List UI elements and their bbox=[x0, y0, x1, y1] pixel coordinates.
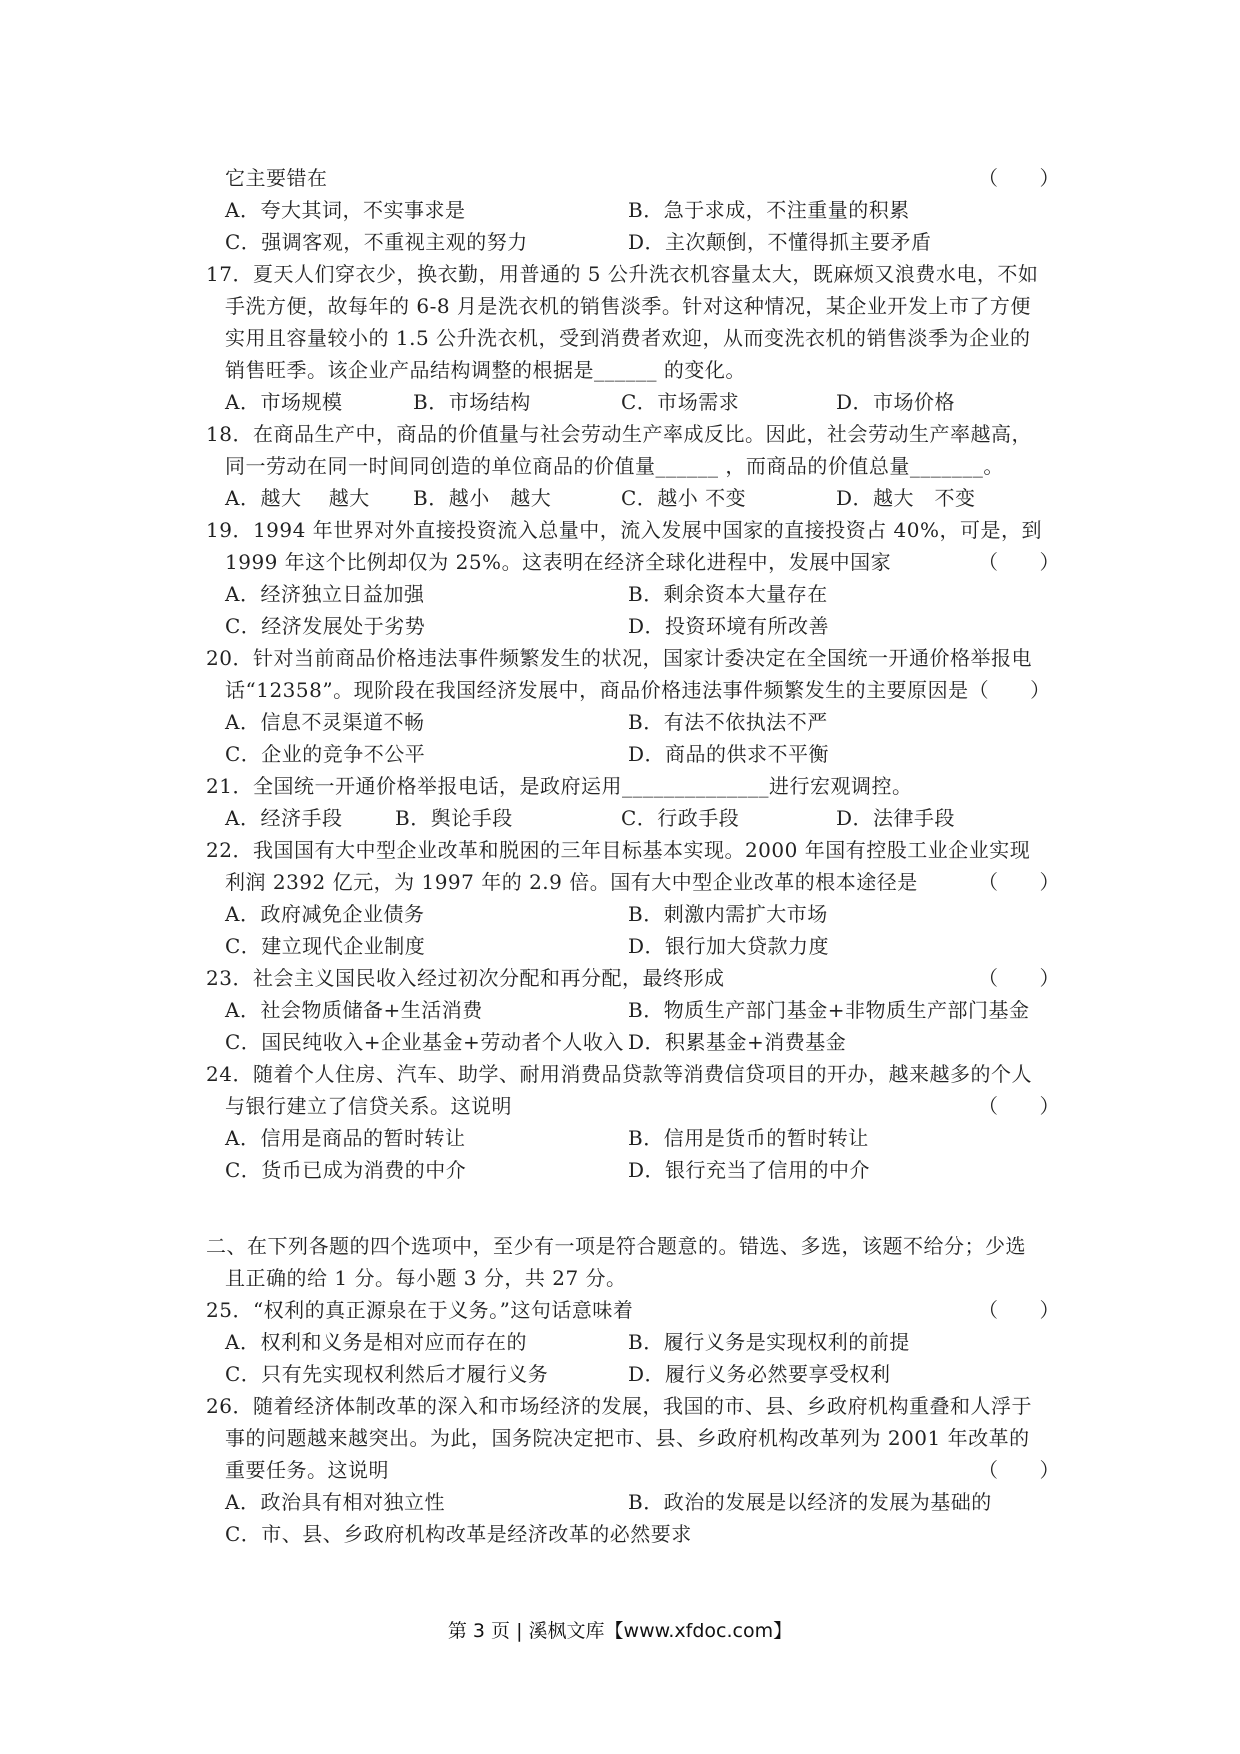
text-line-18-0: C．企业的竞争不公平 bbox=[225, 742, 426, 766]
text-line-41-0: C．市、县、乡政府机构改革是经济改革的必然要求 bbox=[225, 1522, 692, 1546]
text-line-30-0: A．信用是商品的暂时转让 bbox=[225, 1126, 466, 1150]
text-line-18-1: D．商品的供求不平衡 bbox=[628, 742, 830, 766]
text-line-36-1: D．履行义务必然要享受权利 bbox=[628, 1362, 891, 1386]
text-line-10-0: A．越大 越大 bbox=[225, 486, 370, 510]
text-line-27-0: C．国民纯收入+企业基金+劳动者个人收入 bbox=[225, 1030, 624, 1054]
text-line-4-0: 手洗方便，故每年的 6-8 月是洗衣机的销售淡季。针对这种情况，某企业开发上市了方便 bbox=[225, 294, 1031, 318]
text-line-1-0: A．夸大其词，不实事求是 bbox=[225, 198, 466, 222]
text-line-15-0: 20．针对当前商品价格违法事件频繁发生的状况，国家计委决定在全国统一开通价格举报电 bbox=[206, 646, 1032, 670]
text-line-30-1: B．信用是货币的暂时转让 bbox=[628, 1126, 869, 1150]
page-footer: 第 3 页 | 溪枫文库【www.xfdoc.com】 bbox=[447, 1620, 793, 1642]
text-line-35-0: A．权利和义务是相对应而存在的 bbox=[225, 1330, 527, 1354]
text-line-22-1: （ ） bbox=[978, 870, 1060, 894]
text-line-8-0: 18．在商品生产中，商品的价值量与社会劳动生产率成反比。因此，社会劳动生产率越高， bbox=[206, 422, 1032, 446]
text-line-22-0: 利润 2392 亿元，为 1997 年的 2.9 倍。国有大中型企业改革的根本途径是 bbox=[225, 870, 918, 894]
text-line-17-0: A．信息不灵渠道不畅 bbox=[225, 710, 425, 734]
text-line-25-0: 23．社会主义国民收入经过初次分配和再分配，最终形成 bbox=[206, 966, 725, 990]
text-line-31-0: C．货币已成为消费的中介 bbox=[225, 1158, 467, 1182]
text-line-2-1: D．主次颠倒，不懂得抓主要矛盾 bbox=[628, 230, 932, 254]
text-line-12-0: 1999 年这个比例却仅为 25%。这表明在经济全球化进程中，发展中国家 bbox=[225, 550, 892, 574]
text-line-29-0: 与银行建立了信贷关系。这说明 bbox=[225, 1094, 512, 1118]
text-line-19-0: 21．全国统一开通价格举报电话，是政府运用______________进行宏观调控。 bbox=[206, 774, 913, 798]
text-line-25-1: （ ） bbox=[978, 966, 1060, 990]
text-line-40-0: A．政治具有相对独立性 bbox=[225, 1490, 445, 1514]
text-line-12-1: （ ） bbox=[978, 550, 1060, 574]
text-line-11-0: 19．1994 年世界对外直接投资流入总量中，流入发展中国家的直接投资占 40%，可是，到 bbox=[206, 518, 1043, 542]
text-line-13-1: B．剩余资本大量存在 bbox=[628, 582, 828, 606]
text-line-10-3: D．越大 不变 bbox=[836, 486, 976, 510]
text-line-28-0: 24．随着个人住房、汽车、助学、耐用消费品贷款等消费信贷项目的开办，越来越多的个人 bbox=[206, 1062, 1032, 1086]
text-line-14-0: C．经济发展处于劣势 bbox=[225, 614, 426, 638]
text-line-13-0: A．经济独立日益加强 bbox=[225, 582, 425, 606]
text-line-9-0: 同一劳动在同一时间同创造的单位商品的价值量______ ，而商品的价值总量_______。 bbox=[225, 454, 1004, 478]
text-line-7-1: B．市场结构 bbox=[413, 390, 531, 414]
text-line-3-0: 17．夏天人们穿衣少，换衣勤，用普通的 5 公升洗衣机容量太大，既麻烦又浪费水电，不如 bbox=[206, 262, 1039, 286]
text-line-34-1: （ ） bbox=[978, 1298, 1060, 1322]
text-line-20-1: B．舆论手段 bbox=[395, 806, 513, 830]
text-line-38-0: 事的问题越来越突出。为此，国务院决定把市、县、乡政府机构改革列为 2001 年改革的 bbox=[225, 1426, 1030, 1450]
text-line-31-1: D．银行充当了信用的中介 bbox=[628, 1158, 871, 1182]
text-line-5-0: 实用且容量较小的 1.5 公升洗衣机，受到消费者欢迎，从而变洗衣机的销售淡季为企业的 bbox=[225, 326, 1031, 350]
text-line-7-0: A．市场规模 bbox=[225, 390, 343, 414]
text-line-23-1: B．刺激内需扩大市场 bbox=[628, 902, 828, 926]
text-line-17-1: B．有法不依执法不严 bbox=[628, 710, 828, 734]
text-line-27-1: D．积累基金+消费基金 bbox=[628, 1030, 847, 1054]
text-line-10-2: C．越小 不变 bbox=[621, 486, 747, 510]
text-line-24-1: D．银行加大贷款力度 bbox=[628, 934, 830, 958]
text-line-26-1: B．物质生产部门基金+非物质生产部门基金 bbox=[628, 998, 1030, 1022]
text-line-23-0: A．政府减免企业债务 bbox=[225, 902, 425, 926]
text-line-32-0: 二、在下列各题的四个选项中，至少有一项是符合题意的。错选、多选，该题不给分；少选 bbox=[206, 1234, 1026, 1258]
text-line-26-0: A．社会物质储备+生活消费 bbox=[225, 998, 483, 1022]
text-line-29-1: （ ） bbox=[978, 1094, 1060, 1118]
text-line-0-1: （ ） bbox=[978, 166, 1060, 190]
text-line-16-0: 话“12358”。现阶段在我国经济发展中，商品价格违法事件频繁发生的主要原因是（ ） bbox=[225, 678, 1051, 702]
text-line-37-0: 26．随着经济体制改革的深入和市场经济的发展，我国的市、县、乡政府机构重叠和人浮于 bbox=[206, 1394, 1032, 1418]
text-line-36-0: C．只有先实现权利然后才履行义务 bbox=[225, 1362, 549, 1386]
text-line-39-0: 重要任务。这说明 bbox=[225, 1458, 389, 1482]
text-line-14-1: D．投资环境有所改善 bbox=[628, 614, 830, 638]
text-line-1-1: B．急于求成，不注重量的积累 bbox=[628, 198, 910, 222]
text-line-10-1: B．越小 越大 bbox=[413, 486, 552, 510]
text-line-2-0: C．强调客观，不重视主观的努力 bbox=[225, 230, 528, 254]
text-line-33-0: 且正确的给 1 分。每小题 3 分，共 27 分。 bbox=[225, 1266, 627, 1290]
text-line-7-2: C．市场需求 bbox=[621, 390, 740, 414]
text-line-20-0: A．经济手段 bbox=[225, 806, 343, 830]
text-line-20-2: C．行政手段 bbox=[621, 806, 740, 830]
text-line-20-3: D．法律手段 bbox=[836, 806, 956, 830]
text-line-40-1: B．政治的发展是以经济的发展为基础的 bbox=[628, 1490, 992, 1514]
text-line-34-0: 25．“权利的真正源泉在于义务。”这句话意味着 bbox=[206, 1298, 634, 1322]
text-line-6-0: 销售旺季。该企业产品结构调整的根据是______ 的变化。 bbox=[225, 358, 746, 382]
text-line-24-0: C．建立现代企业制度 bbox=[225, 934, 426, 958]
text-line-21-0: 22．我国国有大中型企业改革和脱困的三年目标基本实现。2000 年国有控股工业企业实现 bbox=[206, 838, 1031, 862]
text-line-0-0: 它主要错在 bbox=[225, 166, 328, 190]
text-line-35-1: B．履行义务是实现权利的前提 bbox=[628, 1330, 910, 1354]
text-line-39-1: （ ） bbox=[978, 1458, 1060, 1482]
text-line-7-3: D．市场价格 bbox=[836, 390, 956, 414]
